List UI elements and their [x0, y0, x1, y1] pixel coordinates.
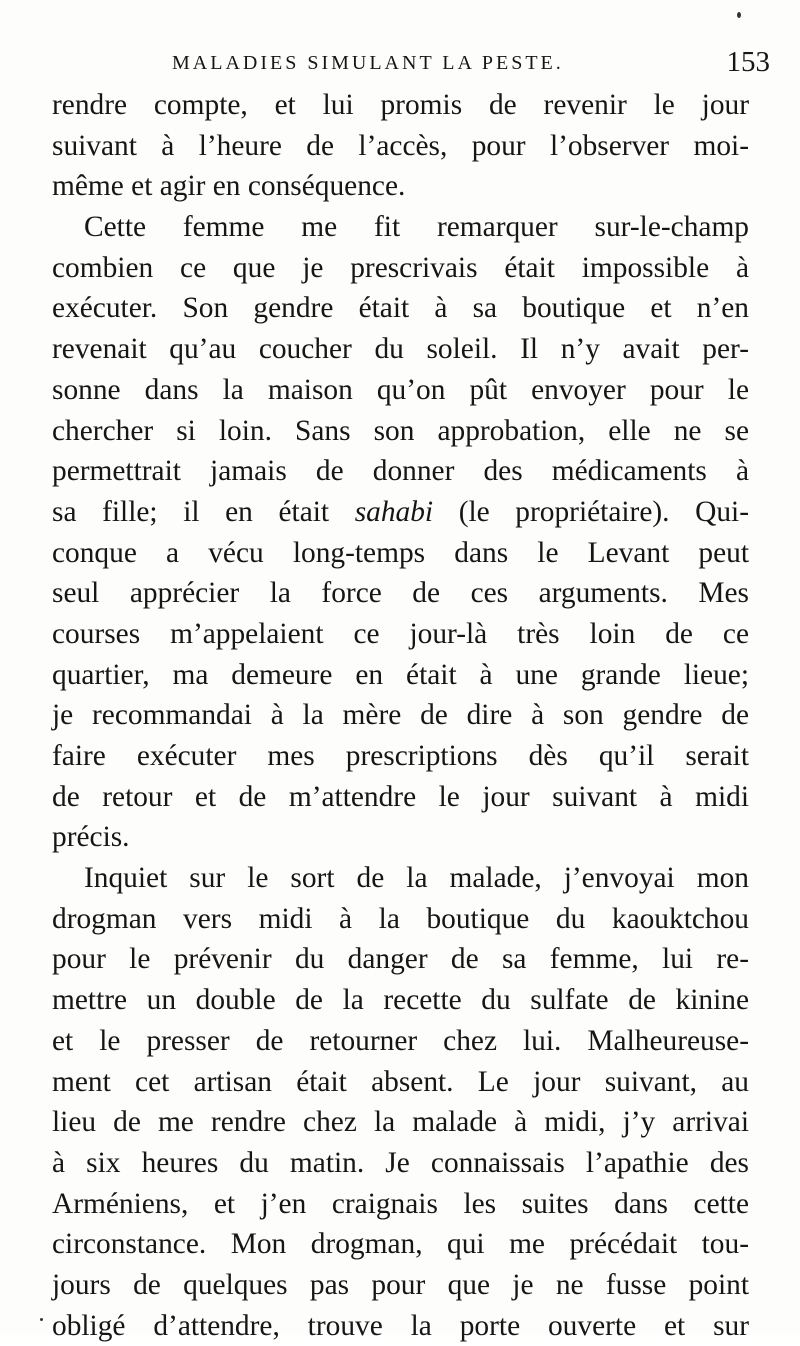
text-line: faire exécuter mes prescriptions dès qu’il serait [52, 740, 749, 772]
print-speck [737, 12, 741, 18]
paragraph-start-line: Inquiet sur le sort de la malade, j’envoyai mon [84, 862, 749, 895]
text-line: chercher si loin. Sans son approbation, elle ne se [52, 414, 749, 447]
body-text [52, 85, 749, 1346]
italic-term: sahabi [354, 495, 434, 528]
text-line: rendre compte, et lui promis de revenir le jour [52, 89, 749, 121]
text-line: mettre un double de la recette du sulfate de kinine [52, 984, 749, 1017]
text-line: à six heures du matin. Je connaissais l’apathie des [52, 1146, 749, 1179]
text-segment: (le propriétaire). Qui- [433, 495, 749, 528]
text-line: précis. [52, 821, 130, 854]
paragraph-start-line: Cette femme me fit remarquer sur-le-champ [84, 211, 749, 244]
text-line: jours de quelques pas pour que je ne fusse point [52, 1268, 749, 1301]
text-line: permettrait jamais de donner des médicaments à [52, 455, 749, 488]
text-segment: sa fille; il en était [52, 495, 355, 528]
text-line: lieu de me rendre chez la malade à midi, j’y arrivai [52, 1106, 749, 1139]
text-line: revenait qu’au coucher du soleil. Il n’y avait per- [52, 333, 749, 366]
text-line: quartier, ma demeure en était à une grande lieue; [52, 658, 749, 691]
text-line: je recommandai à la mère de dire à son gendre de [52, 699, 749, 732]
text-line: seul apprécier la force de ces arguments. Mes [52, 577, 749, 610]
print-speck [40, 1318, 43, 1321]
text-line: pour le prévenir du danger de sa femme, lui re- [52, 943, 749, 976]
text-line: suivant à l’heure de l’accès, pour l’observer moi- [52, 129, 749, 162]
text-line-with-italic [52, 492, 749, 533]
text-line: de retour et de m’attendre le jour suivant à midi [52, 780, 749, 813]
running-head [52, 48, 770, 76]
text-line: drogman vers midi à la boutique du kaouktchou [52, 902, 749, 935]
text-line: et le presser de retourner chez lui. Malheureuse- [52, 1024, 749, 1057]
text-line: ment cet artisan était absent. Le jour suivant, au [52, 1065, 749, 1098]
text-line: même et agir en conséquence. [52, 170, 406, 203]
text-line: combien ce que je prescrivais était impossible à [52, 251, 749, 284]
text-line: sonne dans la maison qu’on pût envoyer pour le [52, 373, 749, 406]
running-title: MALADIES SIMULANT LA PESTE. [172, 52, 564, 74]
text-line: exécuter. Son gendre était à sa boutique et n’en [52, 292, 749, 325]
text-line: obligé d’attendre, trouve la porte ouverte et sur [52, 1309, 749, 1342]
text-line: conque a vécu long-temps dans le Levant peut [52, 536, 749, 569]
page-number: 153 [726, 46, 770, 78]
text-line: circonstance. Mon drogman, qui me précédait tou- [52, 1228, 749, 1261]
text-line: Arméniens, et j’en craignais les suites dans cette [52, 1187, 749, 1220]
text-line: courses m’appelaient ce jour-là très loin de ce [52, 617, 749, 650]
